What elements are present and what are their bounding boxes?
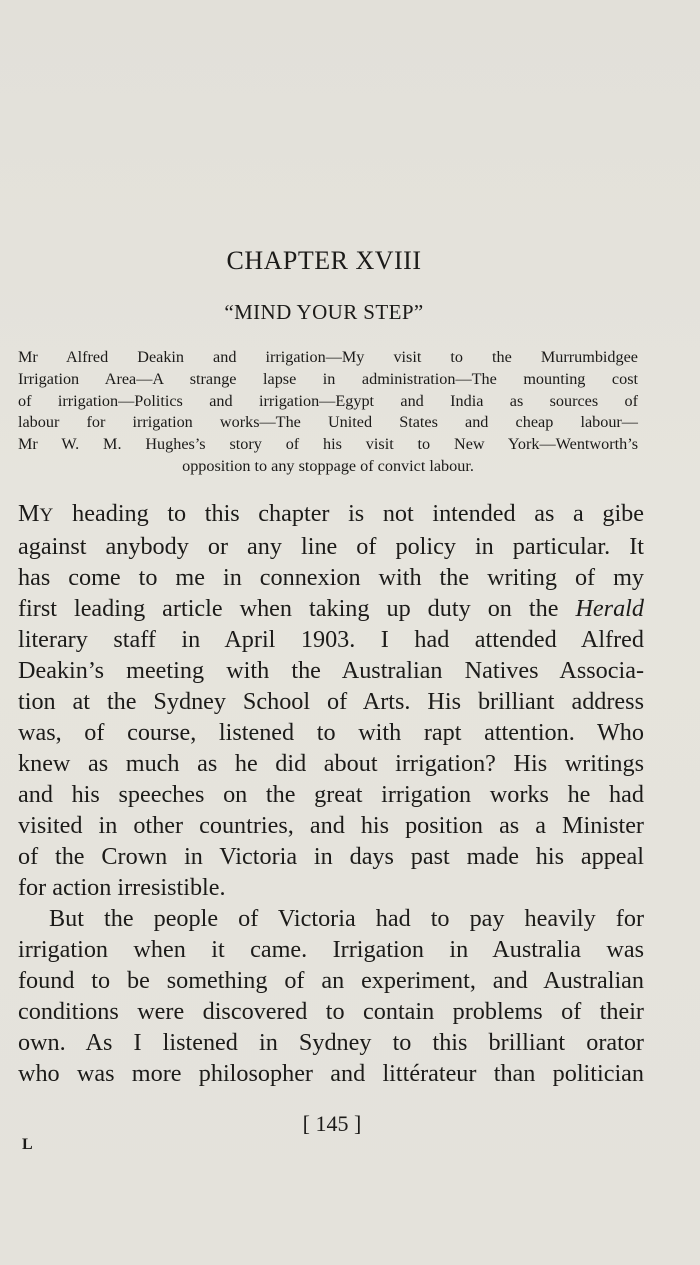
paragraph-2-line: conditions were discovered to contain problems of their bbox=[18, 998, 644, 1025]
paragraph-2-line: But the people of Victoria had to pay heavily for bbox=[49, 905, 644, 932]
paragraph-1-line: literary staff in April 1903. I had attended Alfred bbox=[18, 626, 644, 653]
synopsis-line: labour for irrigation works—The United States and cheap labour— bbox=[18, 413, 638, 432]
paragraph-2-line: who was more philosopher and littérateur than politician bbox=[18, 1060, 644, 1087]
chapter-synopsis bbox=[18, 347, 638, 478]
paragraph-2-line: own. As I listened in Sydney to this brilliant orator bbox=[18, 1029, 644, 1056]
synopsis-line: Irrigation Area—A strange lapse in administration—The mounting cost bbox=[18, 369, 638, 388]
body-text bbox=[18, 498, 644, 1089]
paragraph-1-line: and his speeches on the great irrigation works he had bbox=[18, 781, 644, 808]
chapter-title: “MIND YOUR STEP” bbox=[224, 300, 424, 324]
paragraph-2-line: irrigation when it came. Irrigation in Australia was bbox=[18, 936, 644, 963]
paragraph-1-line: first leading article when taking up duty on the Herald bbox=[18, 595, 644, 622]
paragraph-1-line: knew as much as he did about irrigation? His writings bbox=[18, 750, 644, 777]
paragraph-1-line: visited in other countries, and his position as a Minister bbox=[18, 812, 644, 839]
paragraph-1-line: of the Crown in Victoria in days past made his appeal bbox=[18, 843, 644, 870]
italic-title: Herald bbox=[575, 595, 644, 622]
paragraph-1-line: Deakin’s meeting with the Australian Natives Associa- bbox=[18, 657, 644, 684]
synopsis-line: Mr Alfred Deakin and irrigation—My visit to the Murrumbidgee bbox=[18, 348, 638, 366]
paragraph-1-line: for action irresistible. bbox=[18, 874, 226, 901]
signature-mark: L bbox=[22, 1136, 33, 1153]
synopsis-line: of irrigation—Politics and irrigation—Egypt and India as sources of bbox=[18, 391, 638, 410]
paragraph-2-line: found to be something of an experiment, and Australian bbox=[18, 967, 644, 994]
chapter-number: CHAPTER XVIII bbox=[226, 246, 422, 275]
small-caps-text: Y bbox=[39, 505, 54, 526]
synopsis-line: opposition to any stoppage of convict labour. bbox=[182, 456, 474, 475]
paragraph-1-line: MY heading to this chapter is not intended as a gibe bbox=[18, 500, 644, 527]
paragraph-1-line: has come to me in connexion with the writing of my bbox=[18, 564, 644, 591]
synopsis-line: Mr W. M. Hughes’s story of his visit to New York—Wentworth’s bbox=[18, 435, 638, 454]
page-number: [ 145 ] bbox=[302, 1111, 362, 1136]
drop-capital: M bbox=[18, 500, 40, 527]
paragraph-1-line: tion at the Sydney School of Arts. His brilliant address bbox=[18, 688, 644, 715]
paragraph-1-line: was, of course, listened to with rapt attention. Who bbox=[18, 719, 644, 746]
paragraph-1-line: against anybody or any line of policy in particular. It bbox=[18, 533, 644, 560]
